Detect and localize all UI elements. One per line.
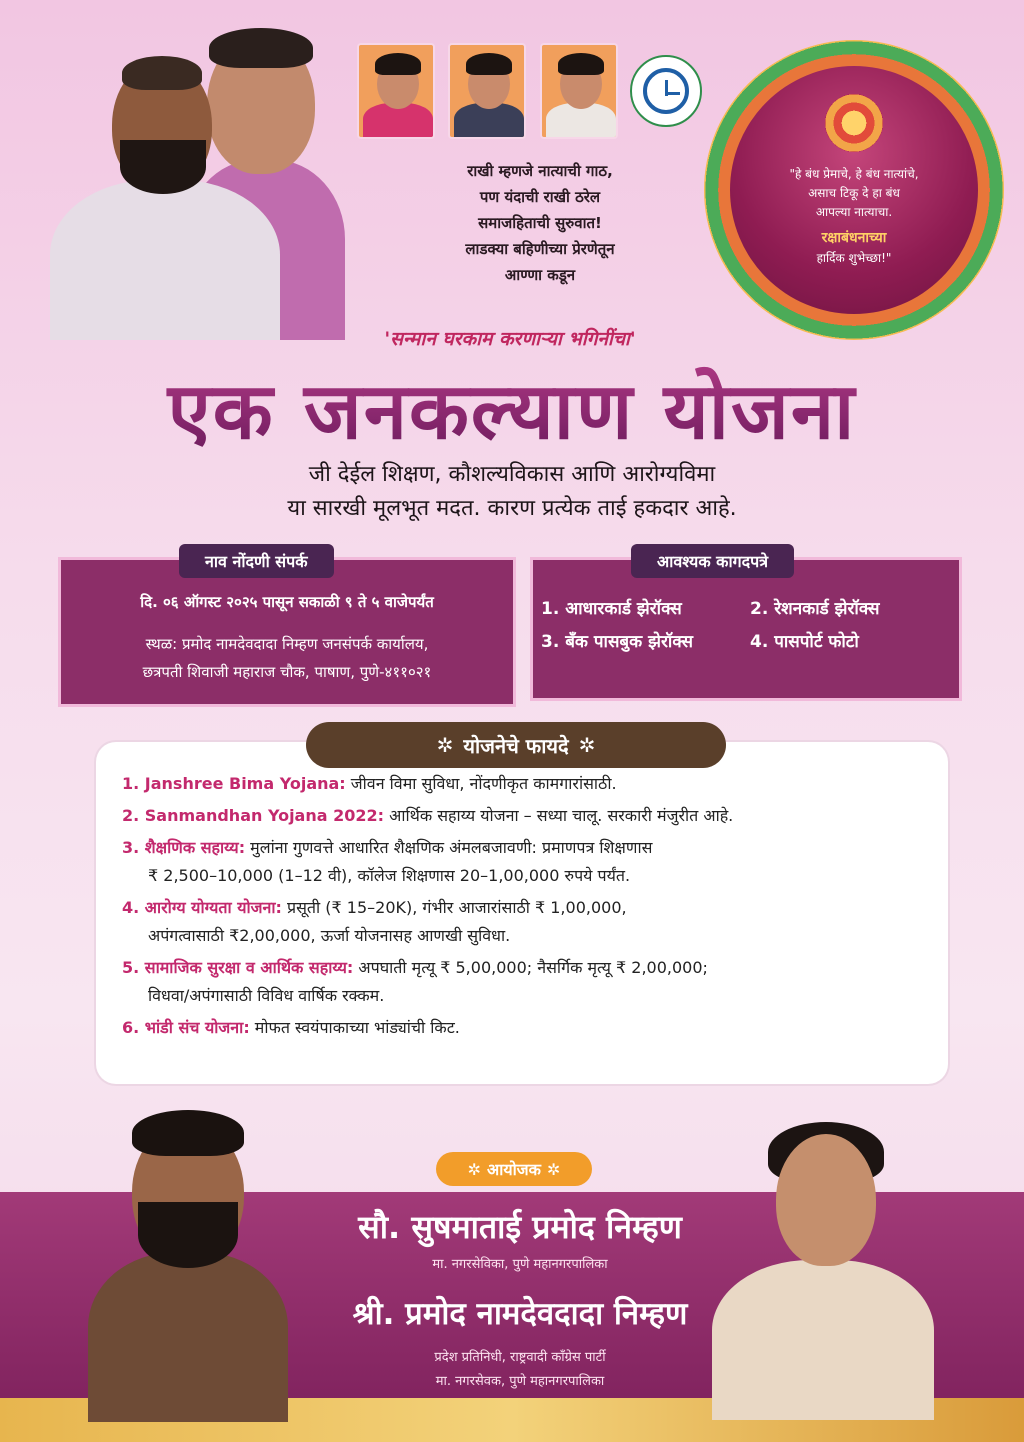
clock-icon	[643, 68, 689, 114]
scheme-subtitle	[100, 458, 924, 526]
document-item: 4. पासपोर्ट फोटो	[750, 632, 859, 652]
benefit-text: अपघाती मृत्यू ₹ 5,00,000; नैसर्गिक मृत्यू ₹ 2,00,000;	[353, 958, 708, 977]
benefit-item	[122, 954, 922, 1010]
registration-date: दि. ०६ ऑगस्ट २०२५ पासून सकाळी ९ ते ५ वाजेपर्यंत	[140, 593, 434, 611]
intro-line: राखी म्हणजे नात्याची गाठ,	[467, 162, 613, 180]
documents-list	[541, 596, 951, 652]
rakhi-quote-line: असाच टिकू दे हा बंध	[808, 185, 900, 200]
registration-place: छत्रपती शिवाजी महाराज चौक, पाषाण, पुणे-४११०२१	[142, 663, 432, 681]
intro-line: आण्णा कडून	[504, 266, 576, 284]
organizer-portrait-woman	[712, 1100, 934, 1420]
organizer-label: आयोजक	[487, 1160, 541, 1179]
benefit-item	[122, 770, 922, 798]
subtitle-line: या सारखी मूलभूत मदत. कारण प्रत्येक ताई हकदार आहे.	[287, 496, 737, 521]
intro-line: पण यंदाची राखी ठरेल	[479, 188, 601, 206]
registration-label: नाव नोंदणी संपर्क	[179, 544, 334, 578]
organizer-portrait-man	[88, 1092, 288, 1422]
benefit-continuation: अपंगत्वासाठी ₹2,00,000, ऊर्जा योजनासह आणखी सुविधा.	[148, 926, 511, 945]
intro-line: लाडक्या बहिणीच्या प्रेरणेतून	[465, 240, 615, 258]
benefit-item	[122, 1014, 922, 1042]
organizer-role-1: मा. नगरसेविका, पुणे महानगरपालिका	[432, 1257, 608, 1272]
organizer-name-2: श्री. प्रमोद नामदेवदादा निम्हण	[352, 1296, 688, 1332]
benefit-key: 6. भांडी संच योजना:	[122, 1018, 250, 1037]
rakhi-greeting-badge	[704, 40, 1004, 340]
benefits-title: योजनेचे फायदे	[463, 733, 569, 758]
tagline: 'सन्मान घरकाम करणाऱ्या भगिनींचा'	[384, 328, 636, 350]
organizer-name-1: सौ. सुषमाताई प्रमोद निम्हण	[358, 1208, 682, 1246]
benefit-key: 4. आरोग्य योग्यता योजना:	[122, 898, 282, 917]
benefit-text: प्रसूती (₹ 15–20K), गंभीर आजारांसाठी ₹ 1,00,000,	[281, 898, 627, 917]
document-item: 1. आधारकार्ड झेरॉक्स	[541, 599, 682, 619]
leader-portrait-left	[50, 40, 280, 340]
organizer-role-line: मा. नगरसेवक, पुणे महानगरपालिका	[435, 1374, 605, 1389]
flower-icon: ✲	[546, 1159, 561, 1179]
registration-place: स्थळ: प्रमोद नामदेवदादा निम्हण जनसंपर्क कार्यालय,	[145, 635, 429, 653]
rakhi-quote-line: "हे बंध प्रेमाचे, हे बंध नात्यांचे,	[789, 166, 919, 181]
benefit-text: मोफत स्वयंपाकाच्या भांड्यांची किट.	[249, 1018, 460, 1037]
benefit-text: आर्थिक सहाय्य योजना – सध्या चालू. सरकारी मंजुरीत आहे.	[384, 806, 734, 825]
registration-box	[58, 552, 516, 707]
rakhi-icon	[825, 94, 883, 152]
benefit-text: मुलांना गुणवत्ते आधारित शैक्षणिक अंमलबजावणी: प्रमाणपत्र शिक्षणास	[245, 838, 653, 857]
benefit-key: 2. Sanmandhan Yojana 2022:	[122, 806, 385, 825]
benefit-continuation: ₹ 2,500–10,000 (1–12 वी), कॉलेज शिक्षणास 20–1,00,000 रुपये पर्यंत.	[148, 866, 631, 885]
leader-thumbnail-2	[448, 43, 526, 139]
document-item: 3. बँक पासबुक झेरॉक्स	[541, 632, 693, 652]
leader-thumbnail-3	[540, 43, 618, 139]
flower-icon: ✲	[578, 733, 596, 757]
benefit-key: 3. शैक्षणिक सहाय्य:	[122, 838, 246, 857]
benefits-heading	[306, 722, 726, 768]
rakhi-festival-name: रक्षाबंधनाच्या	[821, 229, 887, 246]
leader-thumbnail-1	[357, 43, 435, 139]
flower-icon: ✲	[467, 1159, 482, 1179]
party-logo	[630, 55, 702, 127]
rakhi-quote-line: आपल्या नात्याचा.	[815, 204, 893, 219]
benefit-item	[122, 802, 922, 830]
organizer-role-line: प्रदेश प्रतिनिधी, राष्ट्रवादी कॉंग्रेस पार्टी	[434, 1350, 606, 1365]
intro-line: समाजहिताची सुरुवात!	[478, 214, 602, 232]
document-item: 2. रेशनकार्ड झेरॉक्स	[750, 599, 880, 619]
subtitle-line: जी देईल शिक्षण, कौशल्यविकास आणि आरोग्यविमा	[308, 462, 716, 487]
benefit-continuation: विधवा/अपंगासाठी विविध वार्षिक रक्कम.	[148, 986, 385, 1005]
scheme-title: एक जनकल्याण योजना	[60, 355, 964, 461]
benefits-card	[96, 742, 948, 1084]
benefit-item	[122, 894, 922, 950]
intro-verse	[350, 158, 730, 288]
rakhi-wishes: हार्दिक शुभेच्छा!"	[816, 250, 892, 265]
benefit-text: जीवन विमा सुविधा, नोंदणीकृत कामगारांसाठी.	[345, 774, 617, 793]
rakhi-message	[730, 66, 978, 314]
documents-label: आवश्यक कागदपत्रे	[631, 544, 794, 578]
documents-box	[530, 552, 962, 701]
benefit-key: 5. सामाजिक सुरक्षा व आर्थिक सहाय्य:	[122, 958, 354, 977]
organizer-heading	[436, 1152, 592, 1186]
flower-icon: ✲	[436, 733, 454, 757]
benefit-key: 1. Janshree Bima Yojana:	[122, 774, 346, 793]
benefit-item	[122, 834, 922, 890]
organizer-role-2	[290, 1346, 750, 1394]
